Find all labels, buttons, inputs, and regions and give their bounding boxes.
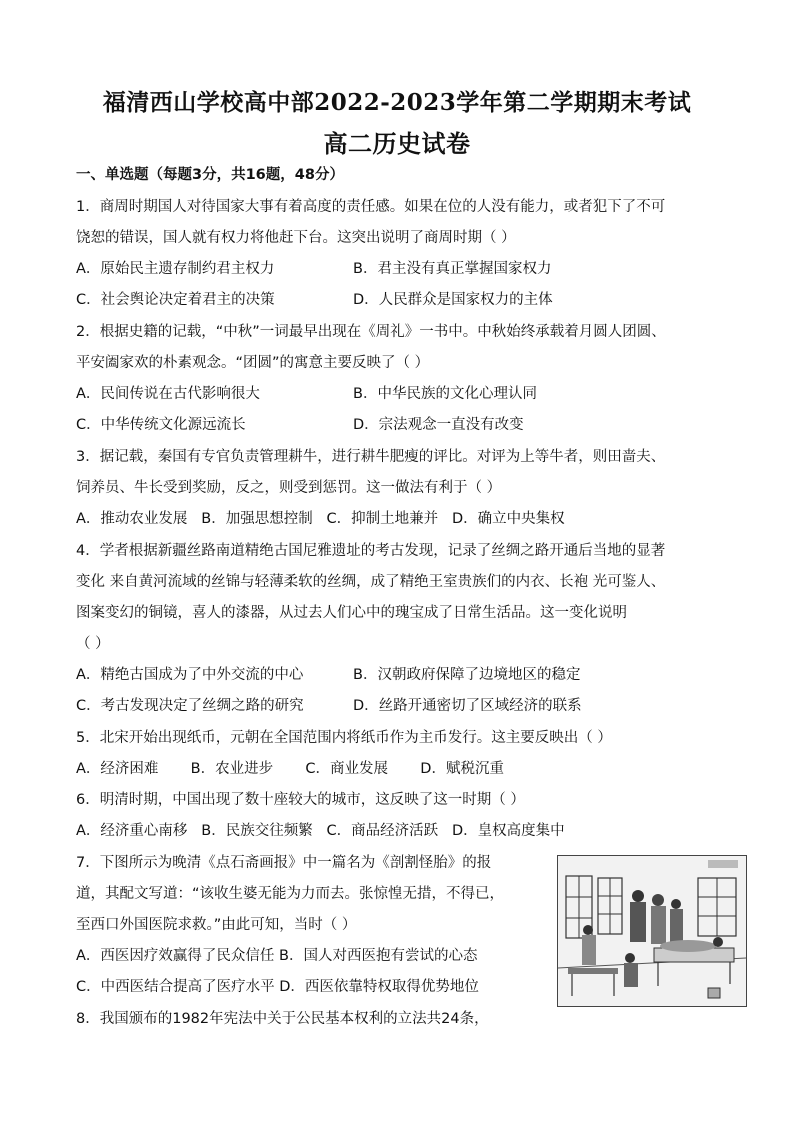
question-8-line-1: 8．我国颁布的1982年宪法中关于公民基本权利的立法共24条， — [76, 1011, 489, 1027]
question-1-line-2: 饶恕的错误，国人就有权力将他赶下台。这突出说明了商周时期（ ） — [76, 230, 516, 246]
question-4-option-b: B．汉朝政府保障了边境地区的稳定 — [353, 667, 581, 683]
question-1-option-a: A．原始民主遗存制约君主权力 — [76, 261, 275, 277]
question-5-options: A．经济困难 B．农业进步 C．商业发展 D．赋税沉重 — [76, 761, 504, 777]
question-2-option-a: A．民间传说在古代影响很大 — [76, 386, 260, 402]
question-3-line-2: 饲养员、牛长受到奖励，反之，则受到惩罚。这一做法有利于（ ） — [76, 480, 502, 496]
question-2-option-d: D．宗法观念一直没有改变 — [353, 417, 524, 433]
illustration-hospital-scene — [557, 855, 747, 1007]
question-2-line-1: 2．根据史籍的记载，“中秋”一词最早出现在《周礼》一书中。中秋始终承载着月圆人团圆、 — [76, 324, 666, 340]
question-4-option-a: A．精绝古国成为了中外交流的中心 — [76, 667, 304, 683]
question-6-line-1: 6．明清时期，中国出现了数十座较大的城市，这反映了这一时期（ ） — [76, 792, 525, 808]
question-7-options-cd: C．中西医结合提高了医疗水平 D．西医依靠特权取得优势地位 — [76, 979, 479, 995]
question-1-option-b: B．君主没有真正掌握国家权力 — [353, 261, 552, 277]
question-7-line-1: 7．下图所示为晚清《点石斋画报》中一篇名为《剖割怪胎》的报 — [76, 855, 492, 871]
question-7-line-3: 至西口外国医院求救。”由此可知，当时（ ） — [76, 917, 357, 933]
question-1-line-1: 1．商周时期国人对待国家大事有着高度的责任感。如果在位的人没有能力，或者犯下了不可 — [76, 199, 666, 215]
question-7-options-ab: A．西医因疗效赢得了民众信任 B．国人对西医抱有尝试的心态 — [76, 948, 478, 964]
question-4-option-d: D．丝路开通密切了区域经济的联系 — [353, 698, 582, 714]
question-2-option-b: B．中华民族的文化心理认同 — [353, 386, 537, 402]
question-2-line-2: 平安阖家欢的朴素观念。“团圆”的寓意主要反映了（ ） — [76, 355, 430, 371]
exam-subtitle: 高二历史试卷 — [323, 129, 471, 158]
question-1-option-c: C．社会舆论决定着君主的决策 — [76, 292, 275, 308]
exam-title: 福清西山学校高中部2022-2023学年第二学期期末考试 — [102, 89, 692, 116]
question-1-option-d: D．人民群众是国家权力的主体 — [353, 292, 553, 308]
question-4-line-3: 图案变幻的铜镜，喜人的漆器，从过去人们心中的瑰宝成了日常生活品。这一变化说明 — [76, 605, 627, 621]
question-4-line-4: （ ） — [76, 636, 110, 652]
question-4-line-2: 变化 来自黄河流域的丝锦与轻薄柔软的丝绸，成了精绝王室贵族们的内衣、长袍 光可鉴人、 — [76, 574, 666, 590]
question-5-line-1: 5．北宋开始出现纸币，元朝在全国范围内将纸币作为主币发行。这主要反映出（ ） — [76, 730, 612, 746]
question-7-line-2: 道，其配文写道：“该收生婆无能为力而去。张惊惶无措，不得已， — [76, 886, 505, 902]
question-3-options: A．推动农业发展 B．加强思想控制 C．抑制土地兼并 D．确立中央集权 — [76, 511, 565, 527]
question-4-option-c: C．考古发现决定了丝绸之路的研究 — [76, 698, 304, 714]
question-4-line-1: 4．学者根据新疆丝路南道精绝古国尼雅遗址的考古发现，记录了丝绸之路开通后当地的显著 — [76, 543, 666, 559]
question-2-option-c: C．中华传统文化源远流长 — [76, 417, 246, 433]
illustration-drawing — [558, 856, 746, 1006]
question-3-line-1: 3．据记载，秦国有专官负责管理耕牛，进行耕牛肥瘦的评比。对评为上等牛者，则田啬夫、 — [76, 449, 666, 465]
section-heading: 一、单选题（每题3分，共16题，48分） — [76, 167, 344, 183]
question-6-options: A．经济重心南移 B．民族交往频繁 C．商品经济活跃 D．皇权高度集中 — [76, 823, 565, 839]
